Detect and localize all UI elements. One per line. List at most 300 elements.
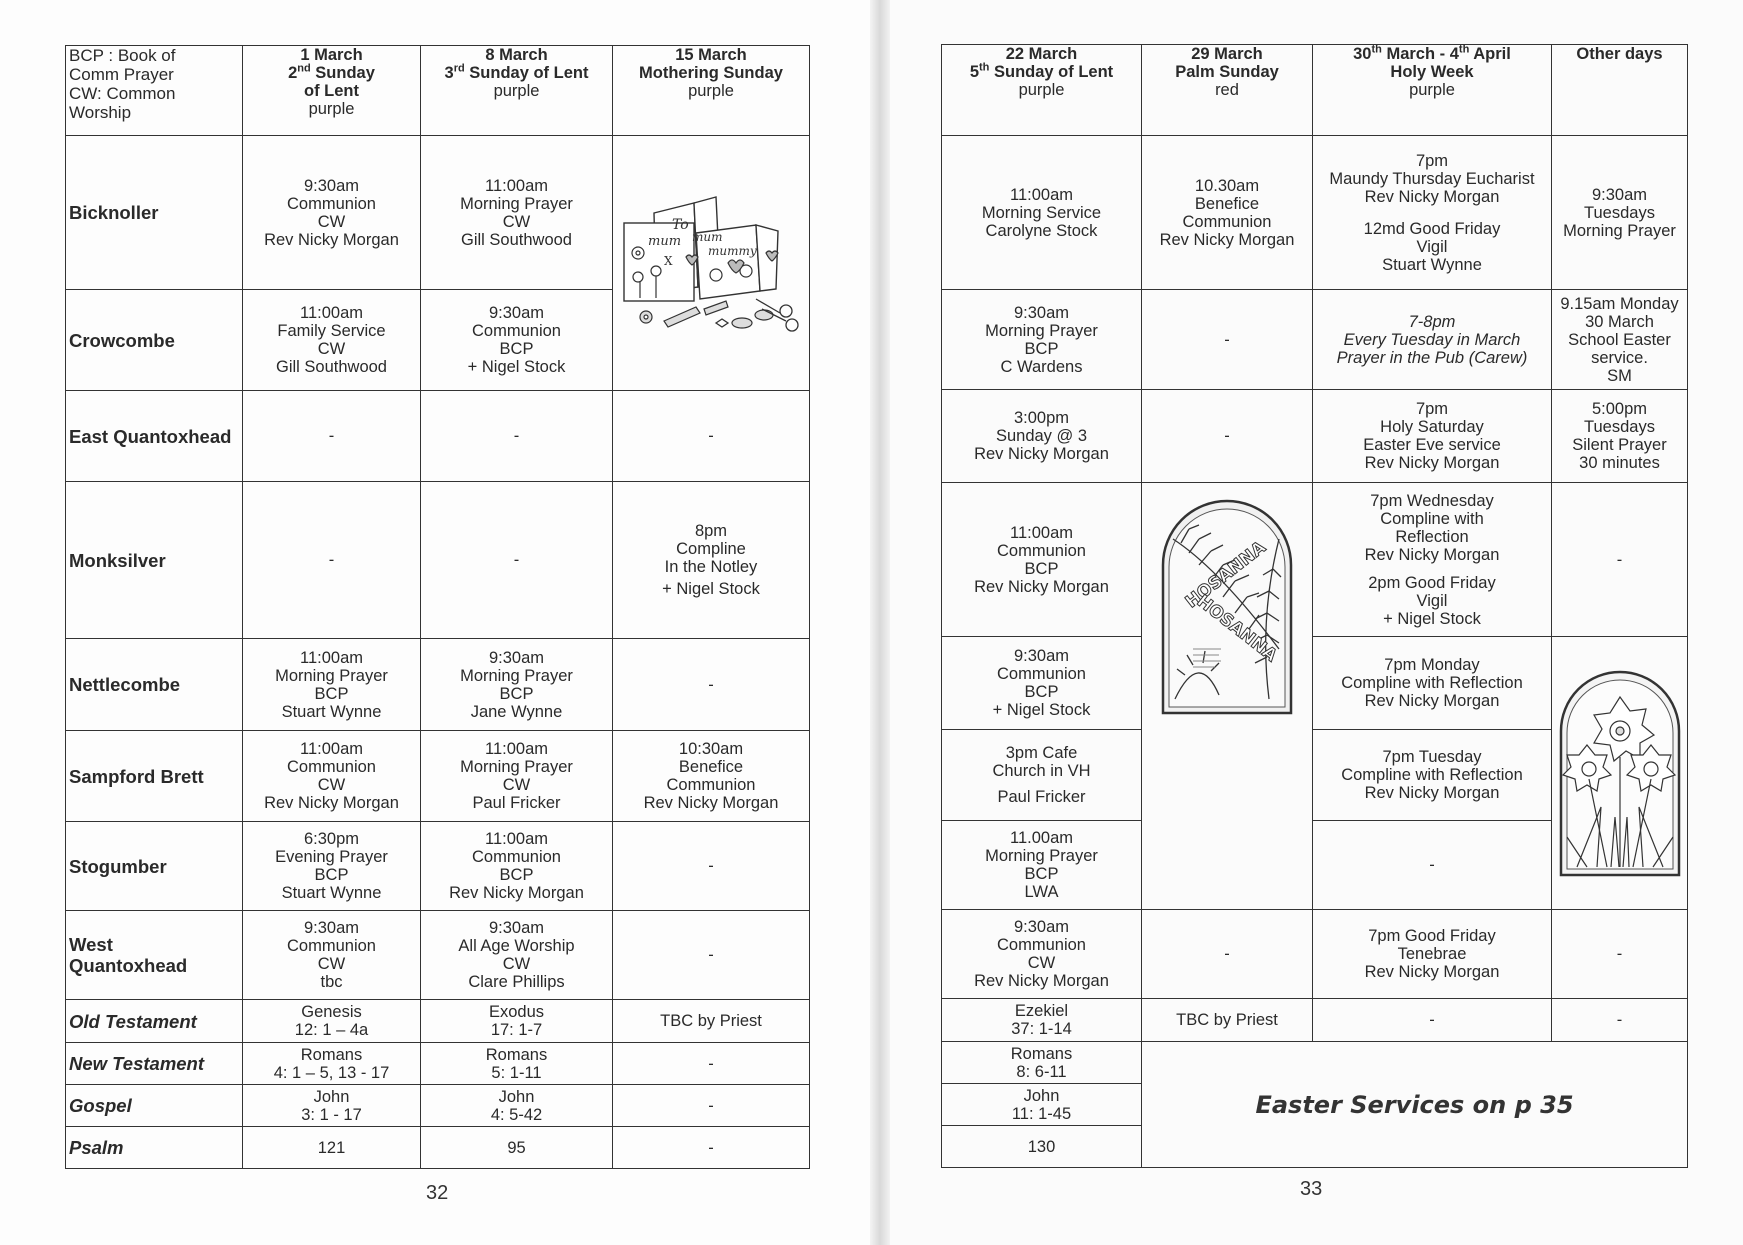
reading-book: John — [498, 1087, 535, 1106]
service-leader: Rev Nicky Morgan — [643, 794, 779, 812]
right-service-table — [941, 44, 1688, 1168]
service-time: 3:00pm — [1013, 409, 1070, 427]
service-type: Tenebrae — [1397, 945, 1467, 963]
service-book: BCP — [1024, 865, 1059, 883]
service-time: 2pm Good Friday — [1368, 573, 1496, 592]
service-cell — [942, 483, 1142, 637]
service-cell — [243, 290, 421, 391]
service-leader: Gill Southwood — [276, 358, 387, 376]
card-text: mummy — [708, 244, 757, 258]
service-leader: Rev Nicky Morgan — [449, 884, 584, 902]
parish-label — [66, 911, 243, 1000]
column-date: 29 March — [1191, 45, 1263, 63]
service-time: 11:00am — [300, 304, 363, 322]
column-title: Holy Week — [1390, 63, 1474, 81]
column-header — [421, 46, 613, 136]
service-leader: Rev Nicky Morgan — [264, 230, 399, 249]
service-book: CW — [317, 212, 346, 231]
hosanna-text: HOSANNA — [1192, 591, 1281, 667]
service-type: Morning Prayer — [985, 321, 1098, 340]
service-time: 7pm — [1415, 400, 1449, 418]
service-time: 3pm Cafe — [1005, 744, 1078, 762]
service-cell — [942, 910, 1142, 999]
reading-book: Exodus — [488, 1003, 545, 1021]
key-line: BCP : Book of — [69, 46, 176, 65]
no-service: - — [513, 427, 520, 445]
reading-note: TBC by Priest — [1176, 1011, 1278, 1029]
ordinal: 5 — [969, 63, 980, 81]
column-title: Sunday — [310, 64, 375, 82]
service-type: Prayer in the Pub (Carew) — [1336, 348, 1528, 367]
no-service: - — [708, 675, 714, 694]
service-leader: Rev Nicky Morgan — [1364, 963, 1500, 981]
service-time: 10:30am — [678, 740, 744, 758]
service-cell — [1552, 483, 1688, 637]
reading-cell — [243, 1043, 421, 1085]
service-cell — [421, 290, 613, 391]
service-type: Morning Prayer — [1563, 221, 1676, 240]
service-time: 11:00am — [300, 648, 363, 667]
no-service: - — [1616, 945, 1623, 963]
service-time: 11:00am — [300, 740, 363, 758]
left-service-table — [65, 45, 810, 1169]
parish-label: Monksilver — [66, 482, 243, 639]
column-header — [1552, 45, 1688, 136]
service-leader: Paul Fricker — [997, 788, 1086, 806]
service-book: CW — [1027, 954, 1056, 972]
psalm-number: 121 — [317, 1138, 346, 1157]
service-time: 11:00am — [485, 740, 548, 758]
service-cell — [243, 731, 421, 822]
service-cell — [1313, 136, 1552, 290]
service-type: Compline with — [1380, 509, 1484, 528]
service-leader: Clare Phillips — [468, 973, 565, 991]
reading-cell — [243, 1085, 421, 1127]
key-line: CW: Common — [69, 84, 176, 103]
greeting-cards-icon — [616, 183, 806, 343]
psalm-number: 130 — [1027, 1137, 1056, 1156]
service-leader: C Wardens — [1000, 357, 1083, 376]
column-header — [1142, 45, 1313, 136]
reading-book: John — [1023, 1086, 1060, 1105]
service-type: School Easter — [1568, 330, 1671, 349]
column-date: March - 4 — [1381, 45, 1459, 63]
service-leader: Jane Wynne — [470, 702, 563, 721]
easter-note-text: Easter Services on p 35 — [1255, 1090, 1574, 1119]
liturgical-colour: purple — [1018, 81, 1065, 99]
reading-cell — [1313, 999, 1552, 1042]
card-text: X — [664, 254, 673, 268]
reading-cell — [421, 1043, 613, 1085]
service-time: 11:00am — [485, 830, 548, 848]
service-time: 8pm — [694, 522, 728, 540]
key-line: Worship — [69, 103, 132, 122]
service-cell — [421, 482, 613, 639]
service-book: CW — [317, 955, 346, 973]
book-gutter — [870, 0, 890, 1245]
column-title-2: of Lent — [304, 82, 359, 100]
reading-note: - — [1616, 1011, 1623, 1029]
reading-note: TBC by Priest — [660, 1012, 762, 1030]
service-cell — [613, 822, 810, 911]
column-date: 30 — [1353, 45, 1372, 63]
service-cell — [1552, 290, 1688, 390]
service-book: BCP — [314, 866, 349, 884]
service-type: Communion — [666, 776, 756, 794]
service-time: 7pm — [1415, 151, 1449, 170]
service-time: 9:30am — [303, 176, 360, 195]
mothering-sunday-cards-illustration — [613, 136, 810, 391]
service-leader: + Nigel Stock — [1383, 609, 1481, 628]
column-title: Sunday of Lent — [464, 64, 589, 82]
service-book: BCP — [499, 866, 534, 884]
no-service: - — [513, 551, 520, 569]
reading-ref: 3: 1 - 17 — [301, 1105, 362, 1124]
service-cell — [1313, 290, 1552, 390]
reading-book: John — [313, 1087, 350, 1106]
daffodil-window-illustration — [1552, 637, 1688, 910]
service-type: Morning Prayer — [460, 666, 573, 685]
service-type: Evening Prayer — [275, 848, 388, 866]
reading-ref: 12: 1 – 4a — [294, 1021, 369, 1039]
service-cell — [1552, 136, 1688, 290]
service-leader: + Nigel Stock — [467, 358, 566, 376]
service-cell — [243, 822, 421, 911]
service-type: Communion — [287, 758, 376, 776]
column-header — [942, 45, 1142, 136]
liturgical-colour: purple — [1409, 81, 1455, 99]
service-type: Compline — [676, 540, 746, 558]
service-time: 9:30am — [488, 919, 545, 937]
service-type: Benefice — [678, 758, 744, 776]
column-title: Palm Sunday — [1175, 63, 1279, 81]
reading-label: Old Testament — [66, 1000, 243, 1043]
no-service: - — [328, 427, 335, 445]
service-type: service. — [1591, 348, 1648, 367]
service-time: 7pm Good Friday — [1368, 927, 1496, 945]
service-date: 30 March — [1585, 312, 1654, 331]
service-book: CW — [502, 776, 531, 794]
service-time: 9:30am — [303, 919, 360, 937]
column-header — [613, 46, 810, 136]
daffodil-icon — [1557, 667, 1683, 879]
ordinal-suffix: th — [1371, 45, 1382, 56]
service-cell — [1313, 910, 1552, 999]
service-time: 9:30am — [488, 648, 545, 667]
parish-label-line: West — [69, 934, 113, 955]
reading-cell — [613, 1043, 810, 1085]
service-cell — [1313, 390, 1552, 483]
service-leader: Stuart Wynne — [1382, 255, 1482, 274]
service-cell — [942, 390, 1142, 483]
column-header — [243, 46, 421, 136]
service-leader: Rev Nicky Morgan — [1159, 230, 1295, 249]
reading-ref: 11: 1-45 — [1011, 1104, 1072, 1123]
service-book: BCP — [499, 340, 534, 358]
parish-label: Sampford Brett — [66, 731, 243, 822]
service-type: Communion — [997, 665, 1086, 683]
no-service: - — [328, 551, 335, 569]
service-cell — [421, 391, 613, 482]
service-book: CW — [317, 340, 346, 358]
no-service: - — [1429, 856, 1435, 874]
service-leader: tbc — [320, 973, 343, 991]
service-cell — [613, 391, 810, 482]
column-date: April — [1469, 45, 1511, 63]
reading-note: - — [1429, 1011, 1435, 1029]
service-leader: Stuart Wynne — [281, 884, 382, 902]
service-time: 9:30am — [1591, 185, 1648, 204]
service-cell — [1142, 290, 1313, 390]
service-cell — [942, 136, 1142, 290]
service-leader: Rev Nicky Morgan — [1364, 545, 1500, 564]
service-cell — [1142, 136, 1313, 290]
hosanna-window-illustration — [1142, 483, 1313, 910]
service-leader: Rev Nicky Morgan — [1364, 454, 1500, 472]
parish-label: Stogumber — [66, 822, 243, 911]
reading-note: - — [708, 1054, 714, 1073]
no-service: - — [1224, 427, 1230, 445]
service-cell — [1142, 390, 1313, 483]
service-type: Morning Prayer — [985, 847, 1098, 865]
page-number: 33 — [1300, 1178, 1323, 1200]
service-time: 9:30am — [1013, 303, 1070, 322]
liturgical-colour: red — [1215, 81, 1239, 99]
service-leader: Rev Nicky Morgan — [1364, 692, 1500, 710]
reading-cell — [613, 1127, 810, 1169]
service-type: Family Service — [277, 322, 386, 340]
reading-cell — [243, 1127, 421, 1169]
service-cell — [613, 482, 810, 639]
service-time: 9:30am — [1013, 647, 1070, 665]
service-cell — [421, 911, 613, 1000]
card-text: mum — [692, 230, 723, 244]
service-type: Communion — [472, 322, 561, 340]
service-type: Reflection — [1395, 527, 1469, 546]
parish-label-line: Quantoxhead — [69, 955, 188, 976]
column-header — [1313, 45, 1552, 136]
reading-ref: 4: 1 – 5, 13 - 17 — [273, 1063, 390, 1082]
reading-book: Romans — [485, 1045, 548, 1064]
no-service: - — [708, 857, 714, 875]
ordinal: 2 — [288, 64, 298, 82]
column-date: 15 March — [675, 46, 747, 64]
service-cell — [421, 731, 613, 822]
reading-cell — [421, 1127, 613, 1169]
service-leader: Rev Nicky Morgan — [264, 794, 399, 812]
service-leader: Rev Nicky Morgan — [974, 577, 1109, 596]
column-title: Sunday of Lent — [989, 63, 1114, 81]
service-cell — [1552, 390, 1688, 483]
service-duration: 30 minutes — [1579, 454, 1660, 472]
service-type: Compline with Reflection — [1341, 674, 1523, 692]
reading-book: Ezekiel — [1014, 1002, 1069, 1020]
page-number: 32 — [426, 1182, 449, 1204]
no-service: - — [1224, 945, 1230, 963]
service-day: Tuesdays — [1584, 418, 1655, 436]
card-text: To — [672, 217, 689, 233]
ordinal-suffix: th — [979, 61, 990, 74]
service-day: Tuesdays — [1584, 203, 1655, 222]
service-day: Every Tuesday in March — [1343, 330, 1521, 349]
service-leader: Paul Fricker — [472, 794, 561, 812]
service-time: 10.30am — [1194, 176, 1260, 195]
liturgical-colour: purple — [308, 100, 355, 118]
service-leader: Rev Nicky Morgan — [974, 445, 1109, 463]
service-time: 7pm Wednesday — [1370, 491, 1494, 510]
parish-label: Nettlecombe — [66, 639, 243, 731]
service-type: Morning Prayer — [460, 758, 573, 776]
hosanna-text: HOSANNA — [1181, 537, 1270, 613]
service-cell — [942, 730, 1142, 821]
service-cell — [1313, 483, 1552, 637]
service-type: Communion — [997, 936, 1086, 954]
service-type: Silent Prayer — [1572, 436, 1667, 454]
reading-ref: 8: 6-11 — [1016, 1062, 1067, 1081]
service-cell — [421, 136, 613, 290]
service-type: Communion — [287, 937, 376, 955]
service-book: BCP — [1024, 339, 1059, 358]
reading-ref: 17: 1-7 — [490, 1021, 543, 1039]
no-service: - — [1224, 330, 1230, 349]
service-type: Easter Eve service — [1363, 436, 1501, 454]
service-cell — [421, 822, 613, 911]
service-type: Compline with Reflection — [1341, 766, 1523, 784]
service-type: Vigil — [1416, 237, 1448, 256]
ordinal-suffix: rd — [453, 62, 465, 75]
service-type: Communion — [287, 194, 376, 213]
service-cell — [243, 391, 421, 482]
service-book: CW — [502, 955, 531, 973]
service-cell — [421, 639, 613, 731]
service-time: 11.00am — [1010, 829, 1073, 847]
service-type: Morning Service — [981, 203, 1102, 222]
reading-label: Psalm — [66, 1127, 243, 1169]
service-cell — [1313, 730, 1552, 821]
service-leader: Rev Nicky Morgan — [1364, 187, 1500, 206]
reading-book: Genesis — [301, 1003, 362, 1021]
service-location: Church in VH — [992, 762, 1091, 780]
liturgical-colour: purple — [493, 82, 540, 100]
service-time: 11:00am — [485, 176, 548, 195]
column-date: 1 March — [300, 46, 363, 64]
reading-book: Romans — [1010, 1044, 1073, 1063]
column-date: 8 March — [485, 46, 548, 64]
service-type: Communion — [472, 848, 561, 866]
service-leader: SM — [1607, 366, 1632, 385]
service-time: 12md Good Friday — [1363, 219, 1501, 238]
service-cell — [942, 290, 1142, 390]
service-type: Benefice — [1194, 194, 1260, 213]
palm-hosanna-icon — [1159, 499, 1295, 717]
service-location: In the Notley — [664, 558, 758, 576]
reading-label: Gospel — [66, 1085, 243, 1127]
column-date: 22 March — [1005, 45, 1078, 63]
service-time: 7-8pm — [1408, 312, 1456, 331]
reading-cell — [243, 1000, 421, 1043]
service-leader: Rev Nicky Morgan — [974, 972, 1109, 990]
reading-cell — [421, 1085, 613, 1127]
service-leader: + Nigel Stock — [992, 701, 1091, 719]
column-date: Other days — [1576, 45, 1663, 63]
column-title: Mothering Sunday — [639, 64, 783, 82]
service-time: 11:00am — [1010, 185, 1073, 204]
service-time: 7pm Tuesday — [1382, 748, 1482, 766]
key-cell — [66, 46, 243, 136]
reading-ref: 4: 5-42 — [490, 1105, 543, 1124]
service-time: 11:00am — [1010, 523, 1073, 542]
service-day: Holy Saturday — [1380, 418, 1484, 436]
reading-cell — [1142, 999, 1313, 1042]
reading-label: New Testament — [66, 1043, 243, 1085]
service-cell — [243, 911, 421, 1000]
key-line: Comm Prayer — [69, 65, 174, 84]
service-book: BCP — [499, 684, 534, 703]
reading-ref: 37: 1-14 — [1011, 1020, 1072, 1038]
service-leader: Stuart Wynne — [281, 702, 382, 721]
service-book: CW — [317, 776, 346, 794]
reading-ref: 5: 1-11 — [491, 1063, 542, 1082]
service-time: 9:30am — [1013, 918, 1070, 936]
service-cell — [1552, 910, 1688, 999]
service-cell — [243, 639, 421, 731]
reading-cell — [942, 1042, 1142, 1084]
service-type: Communion — [1182, 212, 1272, 231]
service-time: 9:30am — [488, 304, 545, 322]
service-leader: Carolyne Stock — [985, 221, 1098, 240]
service-type: Communion — [997, 541, 1086, 560]
reading-book: Romans — [300, 1045, 363, 1064]
parish-label: East Quantoxhead — [66, 391, 243, 482]
service-cell — [613, 639, 810, 731]
no-service: - — [1616, 550, 1623, 569]
service-type: Maundy Thursday Eucharist — [1329, 169, 1535, 188]
service-cell — [243, 482, 421, 639]
service-cell — [942, 637, 1142, 730]
ordinal: 3 — [444, 64, 454, 82]
reading-cell — [613, 1085, 810, 1127]
psalm-number: 95 — [507, 1138, 526, 1157]
service-time: 7pm Monday — [1384, 656, 1480, 674]
service-type: Morning Prayer — [460, 194, 573, 213]
card-text: mum — [648, 234, 682, 249]
service-leader: LWA — [1024, 883, 1059, 901]
parish-label: Bicknoller — [66, 136, 243, 290]
service-cell — [1313, 821, 1552, 910]
service-cell — [243, 136, 421, 290]
service-type: All Age Worship — [458, 937, 575, 955]
service-time: 9.15am Monday — [1560, 294, 1679, 313]
service-type: Morning Prayer — [275, 666, 388, 685]
reading-cell — [613, 1000, 810, 1043]
service-cell — [613, 731, 810, 822]
service-cell — [1142, 910, 1313, 999]
ordinal-suffix: nd — [297, 62, 311, 75]
service-cell — [1313, 637, 1552, 730]
reading-cell — [1552, 999, 1688, 1042]
service-book: BCP — [1024, 683, 1059, 701]
reading-cell — [421, 1000, 613, 1043]
service-type: Sunday @ 3 — [995, 427, 1088, 445]
service-cell — [942, 821, 1142, 910]
reading-note: - — [708, 1096, 714, 1115]
liturgical-colour: purple — [688, 82, 734, 100]
reading-note: - — [708, 1138, 714, 1157]
ordinal-suffix: th — [1458, 45, 1470, 56]
service-time: 6:30pm — [303, 830, 360, 848]
service-book: BCP — [314, 684, 349, 703]
no-service: - — [708, 946, 714, 964]
